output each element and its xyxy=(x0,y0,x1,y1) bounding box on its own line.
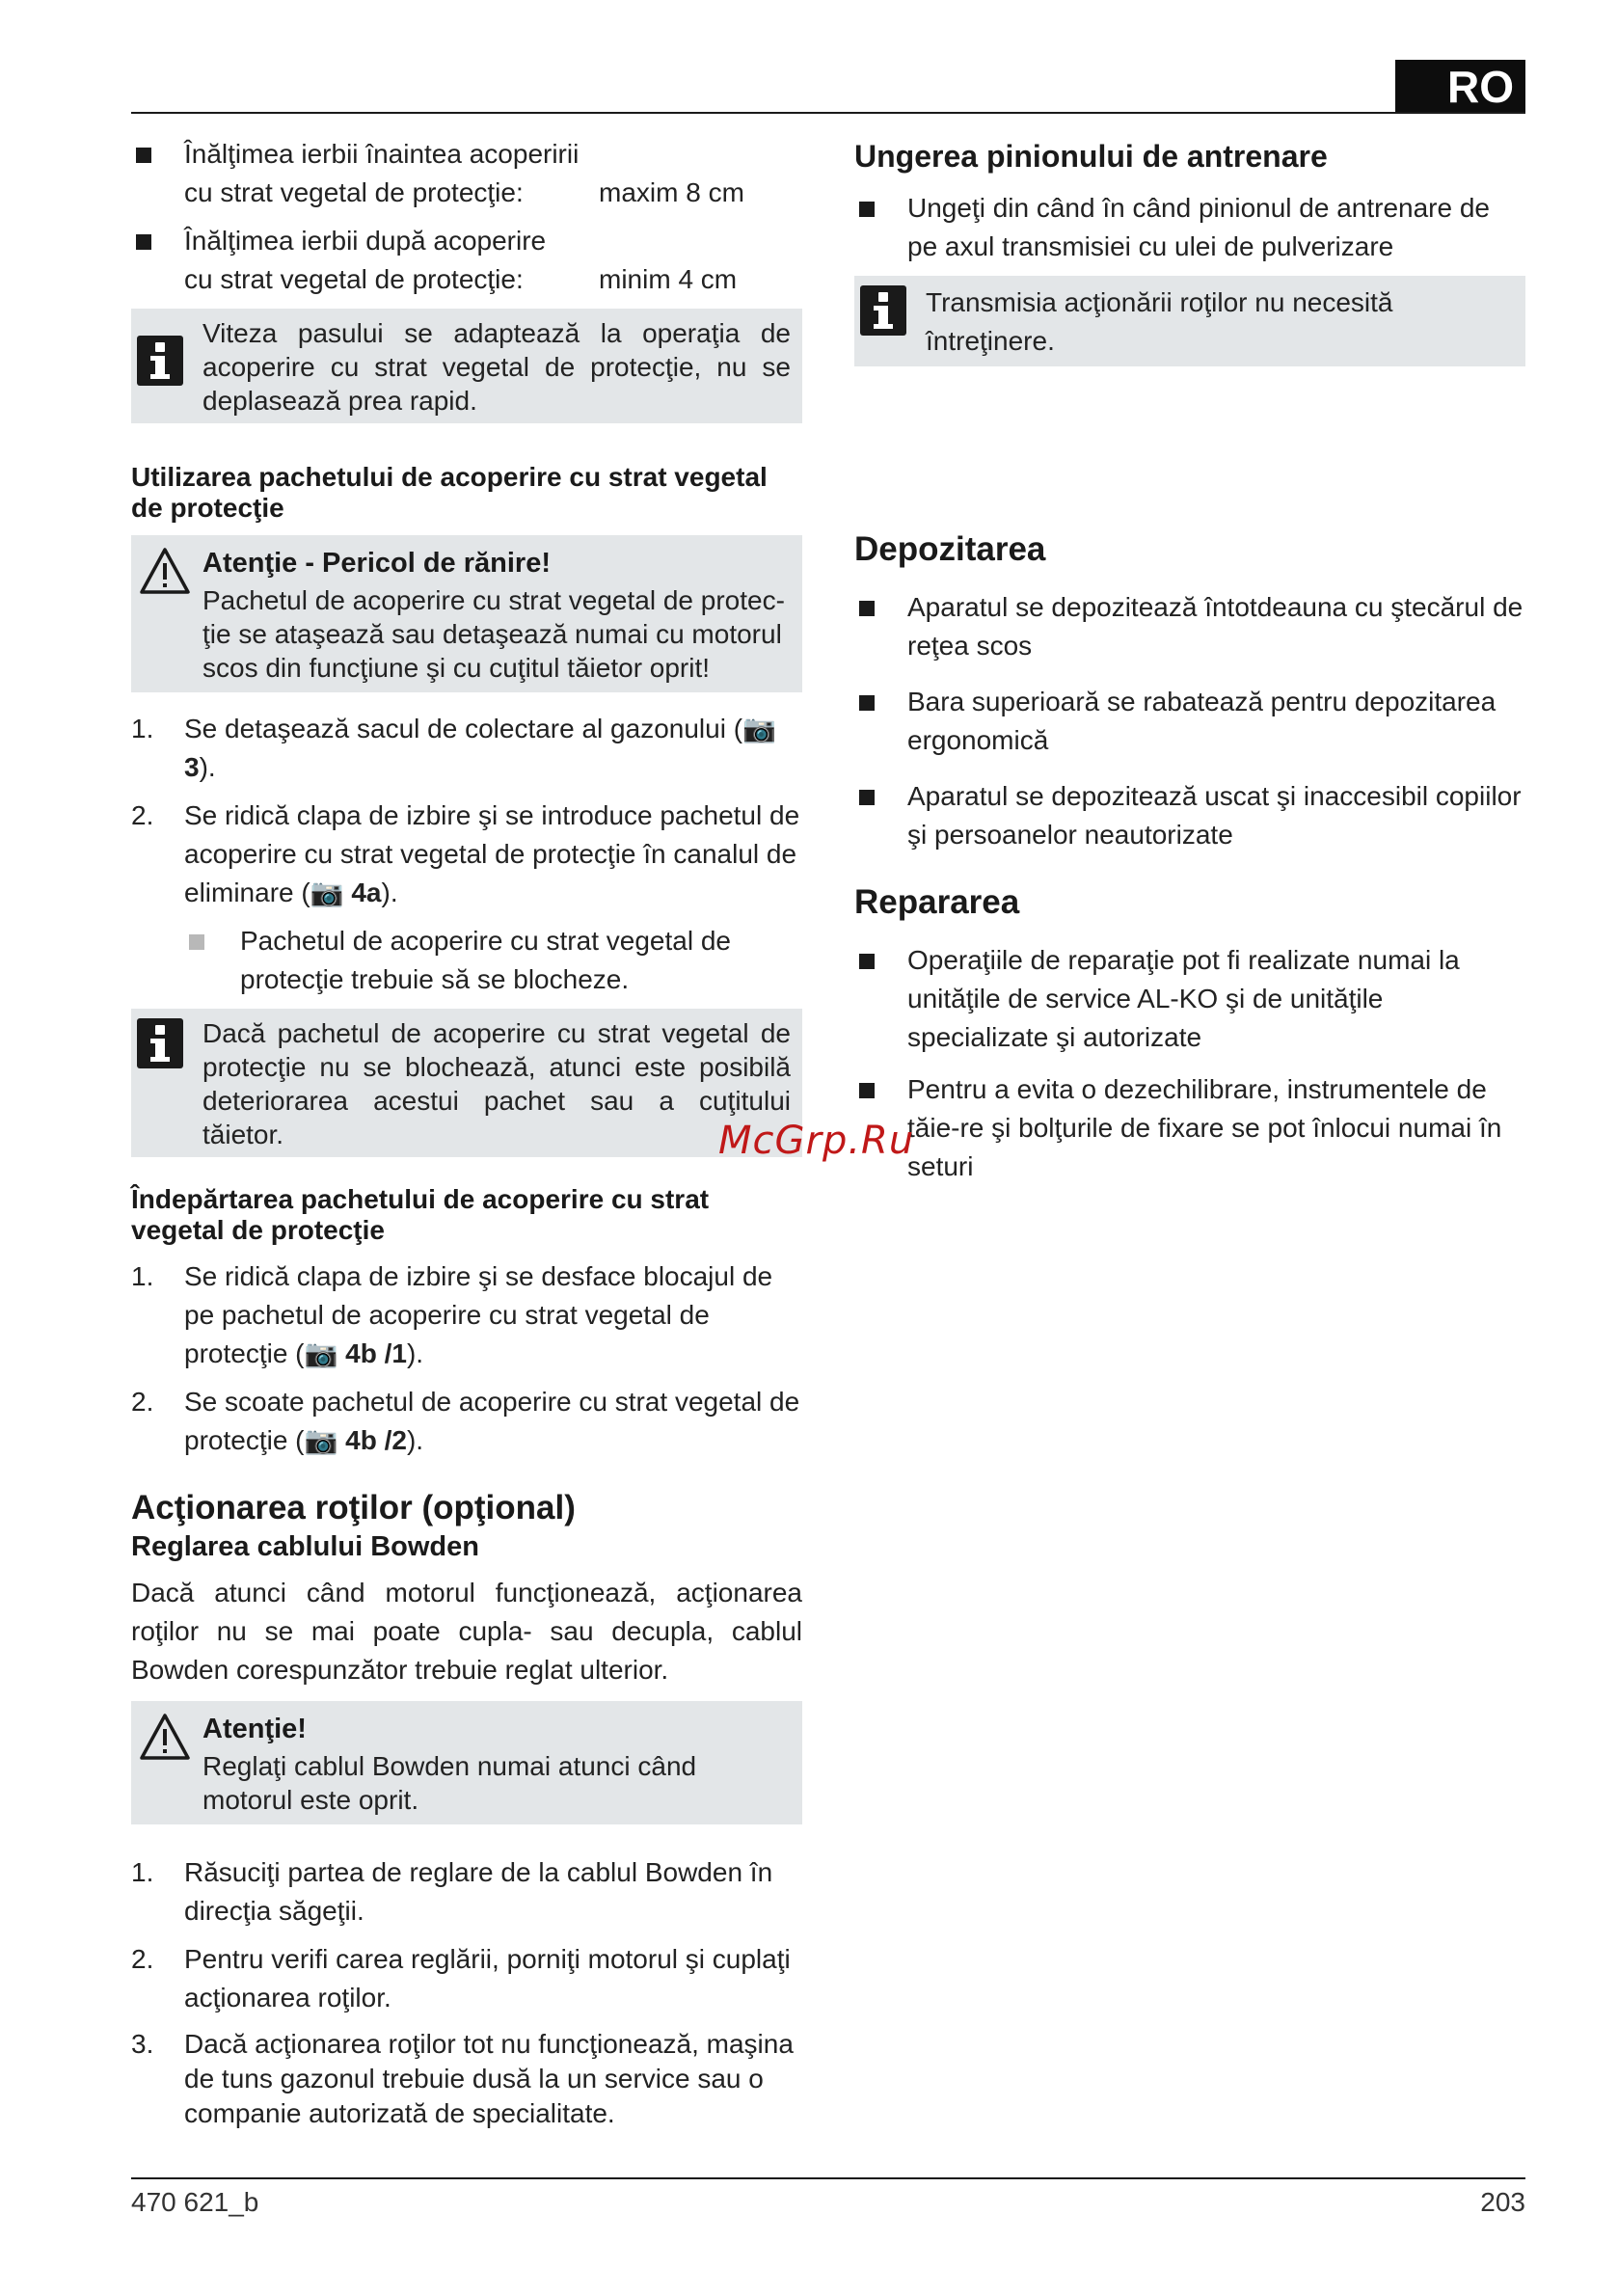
info-text: Dacă pachetul de acoperire cu strat vegetal de protecţie nu se blochează, atunci este posibilă deteriorarea acestui pachet sau a cuţitului tăietor. xyxy=(202,1018,791,1149)
camera-icon: 📷 xyxy=(742,714,776,743)
watermark: McGrp.Ru xyxy=(718,1119,915,1163)
bullet-square xyxy=(136,148,151,163)
height-value: minim 4 cm xyxy=(599,264,738,294)
language-code: RO xyxy=(1447,62,1514,112)
step-number: 3. xyxy=(131,2029,154,2059)
section-subheading: Utilizarea pachetului de acoperire cu strat vegetal de protecţie xyxy=(131,462,768,523)
info-icon xyxy=(137,336,183,386)
bullet-square xyxy=(859,601,875,616)
camera-icon: 📷 xyxy=(304,1425,346,1455)
section-subheading: Îndepărtarea pachetului de acoperire cu strat vegetal de protecţie xyxy=(131,1184,710,1245)
bullet-square xyxy=(859,954,875,969)
sub-step-text: Pachetul de acoperire cu strat vegetal de protecţie trebuie să se blocheze. xyxy=(240,926,731,994)
figure-ref: 4b /1 xyxy=(345,1338,407,1368)
info-icon xyxy=(860,285,906,336)
warning-text: Reglaţi cablul Bowden numai atunci când motorul este oprit. xyxy=(202,1751,697,1815)
section-subheading: Ungerea pinionului de antrenare xyxy=(854,139,1328,174)
header-rule xyxy=(131,112,1525,114)
bullet-text: Aparatul se depozitează uscat şi inaccesibil copiilor şi persoanelor neautorizate xyxy=(907,781,1522,850)
list-item xyxy=(131,797,802,912)
step-number: 1. xyxy=(131,1857,154,1887)
step-end: ). xyxy=(381,878,398,907)
footer-rule xyxy=(131,2177,1525,2179)
warning-box xyxy=(131,535,802,692)
list-item xyxy=(854,1070,1525,1186)
figure-ref: 4b /2 xyxy=(345,1425,407,1455)
figure-ref: 4a xyxy=(351,878,382,907)
list-item xyxy=(131,922,802,999)
bullet-text: Aparatul se depozitează întotdeauna cu ştecărul de reţea scos xyxy=(907,592,1524,661)
bullet-text: Ungeţi din când în când pinionul de antrenare de pe axul transmisiei cu ulei de pulverizare xyxy=(907,193,1490,261)
list-item xyxy=(131,1853,802,1931)
step-number: 1. xyxy=(131,714,154,743)
height-label-2: cu strat vegetal de protecţie: xyxy=(184,264,524,294)
camera-icon: 📷 xyxy=(310,878,352,907)
info-box xyxy=(131,309,802,423)
list-item xyxy=(854,189,1525,266)
height-label: Înălţimea ierbii înaintea acoperirii xyxy=(184,139,580,169)
language-tab xyxy=(1395,60,1525,114)
figure-ref: 3 xyxy=(184,752,200,782)
step-text: Dacă acţionarea roţilor tot nu funcţionează, maşina de tuns gazonul trebuie dusă la un service sau o companie autorizată de specialitate. xyxy=(184,2029,794,2128)
right-column xyxy=(854,135,1525,1196)
document-code: 470 621_b xyxy=(131,2187,259,2217)
warning-title: Atenţie! xyxy=(202,1714,307,1744)
camera-icon: 📷 xyxy=(304,1338,346,1368)
left-column xyxy=(131,135,802,2141)
list-item xyxy=(854,683,1525,760)
step-text: Se detaşează sacul de colectare al gazonului ( xyxy=(184,714,743,743)
list-item xyxy=(854,777,1525,854)
page-number: 203 xyxy=(1480,2187,1525,2217)
info-icon xyxy=(137,1018,183,1068)
bullet-square xyxy=(136,234,151,250)
list-item xyxy=(131,222,802,299)
step-text: Răsuciţi partea de reglare de la cablul Bowden în direcţia săgeţii. xyxy=(184,1857,773,1926)
height-label-2: cu strat vegetal de protecţie: xyxy=(184,177,524,207)
step-number: 1. xyxy=(131,1261,154,1291)
step-number: 2. xyxy=(131,1387,154,1417)
info-box xyxy=(854,276,1525,366)
list-item xyxy=(854,588,1525,665)
info-text: Transmisia acţionării roţilor nu necesită întreţinere. xyxy=(926,287,1393,356)
section-heading: Repararea xyxy=(854,883,1020,921)
info-text: Viteza pasului se adaptează la operaţia de acoperire cu strat vegetal de protecţie, nu se deplasează prea rapid. xyxy=(202,318,791,416)
bullet-text: Operaţiile de reparaţie pot fi realizate numai la unităţile de service AL-KO şi de unităţile specializate şi autorizate xyxy=(907,945,1460,1052)
section-subheading: Reglarea cablului Bowden xyxy=(131,1531,479,1562)
warning-text: Pachetul de acoperire cu strat vegetal de protec-ţie se ataşează sau detaşează numai cu motorul scos din funcţiune şi cu cuţitul tăietor oprit! xyxy=(202,585,785,683)
step-text: Se scoate pachetul de acoperire cu strat vegetal de protecţie ( xyxy=(184,1387,800,1455)
section-heading: Acţionarea roţilor (opţional) xyxy=(131,1489,576,1526)
list-item xyxy=(131,135,802,212)
bullet-square xyxy=(859,695,875,711)
step-number: 2. xyxy=(131,1944,154,1974)
warning-triangle-icon xyxy=(139,547,191,595)
bullet-square xyxy=(859,202,875,217)
info-box xyxy=(131,1009,802,1157)
paragraph: Dacă atunci când motorul funcţionează, acţionarea roţilor nu se mai poate cupla- sau decupla, cablul Bowden corespunzător trebuie reglat ulterior. xyxy=(131,1578,802,1685)
bullet-square xyxy=(189,934,204,950)
step-text: Se ridică clapa de izbire şi se desface blocajul de pe pachetul de acoperire cu strat vegetal de protecţie ( xyxy=(184,1261,773,1368)
section-heading: Depozitarea xyxy=(854,530,1046,568)
bullet-square xyxy=(859,790,875,805)
bullet-text: Pentru a evita o dezechilibrare, instrumentele de tăie-re şi bolţurile de fixare se pot înlocui numai în seturi xyxy=(907,1074,1502,1181)
warning-title: Atenţie - Pericol de rănire! xyxy=(202,548,551,579)
list-item xyxy=(131,710,802,787)
step-end: ). xyxy=(406,1338,424,1368)
list-item xyxy=(131,1257,802,1373)
list-item xyxy=(854,941,1525,1057)
bullet-square xyxy=(859,1083,875,1098)
height-label: Înălţimea ierbii după acoperire xyxy=(184,226,547,256)
warning-box xyxy=(131,1701,802,1824)
step-text: Se ridică clapa de izbire şi se introduce pachetul de acoperire cu strat vegetal de protecţie în canalul de eliminare ( xyxy=(184,800,800,907)
step-end: ). xyxy=(199,752,216,782)
bullet-text: Bara superioară se rabatează pentru depozitarea ergonomică xyxy=(907,687,1497,755)
warning-triangle-icon xyxy=(139,1713,191,1761)
step-end: ). xyxy=(406,1425,424,1455)
step-text: Pentru verifi carea reglării, porniţi motorul şi cuplaţi acţionarea roţilor. xyxy=(184,1944,791,2012)
list-item xyxy=(131,2027,802,2131)
list-item xyxy=(131,1940,802,2017)
step-number: 2. xyxy=(131,800,154,830)
list-item xyxy=(131,1383,802,1460)
height-value: maxim 8 cm xyxy=(599,177,744,207)
